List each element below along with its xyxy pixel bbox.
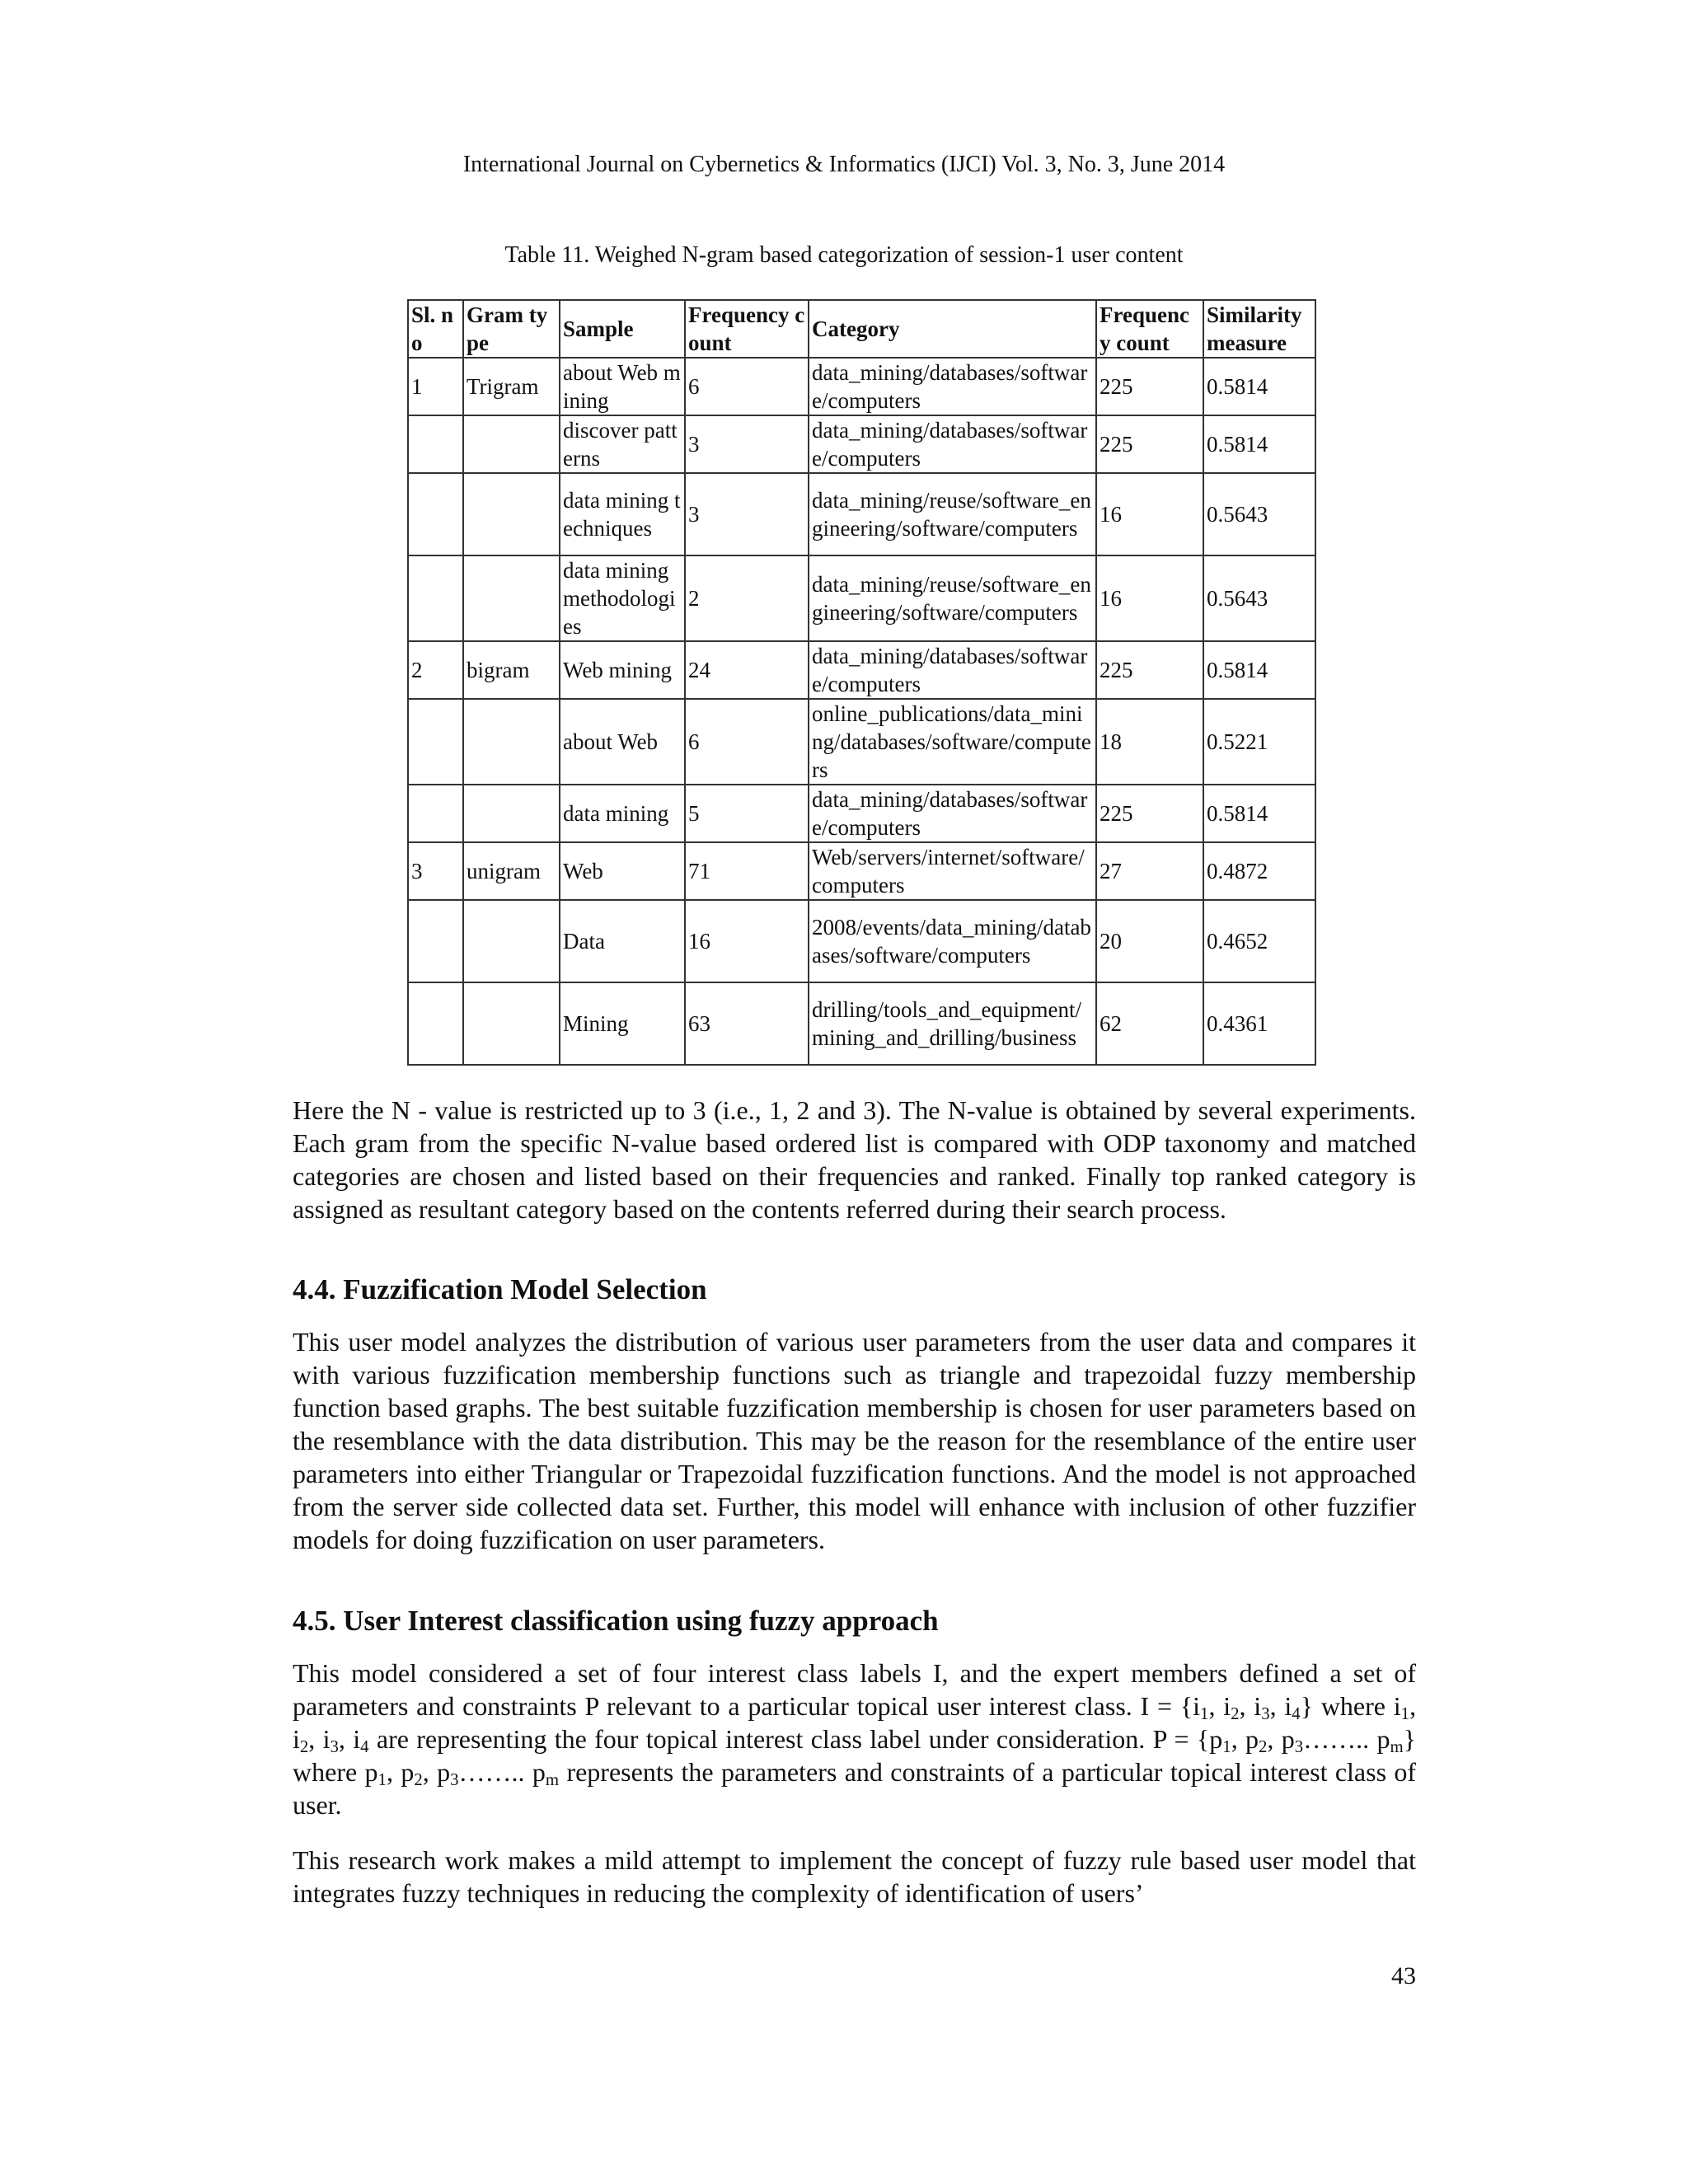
column-header: Category xyxy=(809,300,1096,358)
table-cell: 0.5814 xyxy=(1203,641,1315,699)
table-cell xyxy=(463,982,560,1065)
table-cell xyxy=(408,415,463,473)
paragraph-ngram-explanation: Here the N - value is restricted up to 3 (i.e., 1, 2 and 3). The N-value is obtained by several experiments. Each gram from the specific N-value based ordered list is compared with ODP taxonomy and matched categories are chosen and listed based on their frequencies and ranked. Finally top ranked category is assigned as resultant category based on the contents referred during their search process. xyxy=(293,1095,1416,1224)
table-cell: 2 xyxy=(685,555,809,641)
table-cell: data_mining/reuse/software_engineering/software/computers xyxy=(809,555,1096,641)
table-cell: data_mining/reuse/software_engineering/software/computers xyxy=(809,473,1096,555)
table-cell xyxy=(408,699,463,785)
table-cell: about Web xyxy=(560,699,685,785)
table-cell xyxy=(463,699,560,785)
paragraph-fuzzification-model: This user model analyzes the distribution of various user parameters from the user data and compares it with various fuzzification membership functions such as triangle and trapezoidal fuzzy membership function based graphs. The best suitable fuzzification membership is chosen for user parameters based on the resemblance with the data distribution. This may be the reason for the resemblance of the entire user parameters into either Triangular or Trapezoidal fuzzification functions. And the model is not approached from the server side collected data set. Further, this model will enhance with inclusion of other fuzzifier models for doing fuzzification on user parameters. xyxy=(293,1327,1416,1554)
ngram-categorization-table xyxy=(407,299,1316,1066)
table-caption: Table 11. Weighed N-gram based categorization of session-1 user content xyxy=(504,242,1184,268)
table-cell: 0.5814 xyxy=(1203,415,1315,473)
table-cell xyxy=(408,473,463,555)
column-header: Sl. no xyxy=(408,300,463,358)
table-cell: Mining xyxy=(560,982,685,1065)
table-cell: 225 xyxy=(1096,641,1203,699)
running-header: International Journal on Cybernetics & Informatics (IJCI) Vol. 3, No. 3, June 2014 xyxy=(462,152,1226,177)
table-row xyxy=(408,842,1315,900)
table-cell: 27 xyxy=(1096,842,1203,900)
table-cell: Trigram xyxy=(463,358,560,415)
table-row xyxy=(408,415,1315,473)
column-header: Similarity measure xyxy=(1203,300,1315,358)
table-cell: Web mining xyxy=(560,641,685,699)
table-cell: 6 xyxy=(685,358,809,415)
table-cell: 63 xyxy=(685,982,809,1065)
table-cell: 71 xyxy=(685,842,809,900)
table-cell: 0.5221 xyxy=(1203,699,1315,785)
table-row xyxy=(408,900,1315,982)
table-cell: 0.5814 xyxy=(1203,785,1315,842)
table-cell: unigram xyxy=(463,842,560,900)
table-cell: 2 xyxy=(408,641,463,699)
table-cell xyxy=(408,785,463,842)
table-cell: 225 xyxy=(1096,785,1203,842)
table-cell: 16 xyxy=(1096,555,1203,641)
table-cell: bigram xyxy=(463,641,560,699)
table-cell xyxy=(463,555,560,641)
table-cell: 0.4361 xyxy=(1203,982,1315,1065)
table-cell: 6 xyxy=(685,699,809,785)
column-header: Sample xyxy=(560,300,685,358)
table-cell xyxy=(408,555,463,641)
section-heading-4-4: 4.4. Fuzzification Model Selection xyxy=(293,1273,707,1305)
table-cell: 3 xyxy=(685,415,809,473)
table-cell: 5 xyxy=(685,785,809,842)
table-cell: 18 xyxy=(1096,699,1203,785)
table-header-row xyxy=(408,300,1315,358)
column-header: Frequency count xyxy=(1096,300,1203,358)
table-cell: 1 xyxy=(408,358,463,415)
table-cell: Data xyxy=(560,900,685,982)
table-cell: 62 xyxy=(1096,982,1203,1065)
paragraph-fuzzy-rule-model: This research work makes a mild attempt to implement the concept of fuzzy rule based user model that integrates fuzzy techniques in reducing the complexity of identification of users’ xyxy=(293,1845,1416,1908)
column-header: Frequency count xyxy=(685,300,809,358)
column-header: Gram type xyxy=(463,300,560,358)
table-row xyxy=(408,785,1315,842)
table-row xyxy=(408,358,1315,415)
table-row xyxy=(408,555,1315,641)
table-cell xyxy=(463,785,560,842)
table-cell xyxy=(408,982,463,1065)
table-row xyxy=(408,473,1315,555)
table-cell: Web/servers/internet/software/computers xyxy=(809,842,1096,900)
table-cell: discover patterns xyxy=(560,415,685,473)
table-cell: data_mining/databases/software/computers xyxy=(809,415,1096,473)
table-cell: 0.5643 xyxy=(1203,473,1315,555)
table-row xyxy=(408,982,1315,1065)
section-heading-4-5: 4.5. User Interest classification using fuzzy approach xyxy=(293,1605,939,1637)
page-number: 43 xyxy=(1391,1962,1416,1990)
table-cell: data mining techniques xyxy=(560,473,685,555)
table-cell: 0.4652 xyxy=(1203,900,1315,982)
table-cell: data mining xyxy=(560,785,685,842)
table-cell: 225 xyxy=(1096,358,1203,415)
table-cell: 225 xyxy=(1096,415,1203,473)
table-cell xyxy=(463,900,560,982)
table-cell: data mining methodologies xyxy=(560,555,685,641)
table-cell: 3 xyxy=(685,473,809,555)
table-row xyxy=(408,699,1315,785)
table-cell: 16 xyxy=(685,900,809,982)
table-cell: about Web mining xyxy=(560,358,685,415)
table-cell: data_mining/databases/software/computers xyxy=(809,358,1096,415)
table-cell: 24 xyxy=(685,641,809,699)
table-cell: 0.5643 xyxy=(1203,555,1315,641)
paragraph-interest-classes: This model considered a set of four interest class labels I, and the expert members defined a set of parameters and constraints P relevant to a particular topical user interest class. $I = \{i_1$, $i_2$, $i_3$, $i_4$} where $i_1$, $i_2$, $i_3$, $i_4$ are representing the four topical interest class label under consideration. $P = \{p_1$, $p_2$, $p_3\dots\dots$.. $p_m$} where $p_1$, $p_2$, $p_3\dots\dots$.. $p_m$ represents the parameters and constraints of a particular topical interest class of user. xyxy=(293,1658,1417,1820)
table-cell: 20 xyxy=(1096,900,1203,982)
table-cell: drilling/tools_and_equipment/mining_and_drilling/business xyxy=(809,982,1096,1065)
table-cell xyxy=(463,473,560,555)
table-cell: data_mining/databases/software/computers xyxy=(809,641,1096,699)
table-cell: 16 xyxy=(1096,473,1203,555)
table-cell: 3 xyxy=(408,842,463,900)
table-cell: 0.5814 xyxy=(1203,358,1315,415)
table-cell: 2008/events/data_mining/databases/software/computers xyxy=(809,900,1096,982)
table-cell: online_publications/data_mining/databases/software/computers xyxy=(809,699,1096,785)
table-cell: data_mining/databases/software/computers xyxy=(809,785,1096,842)
table-cell: 0.4872 xyxy=(1203,842,1315,900)
table-row xyxy=(408,641,1315,699)
table-cell: Web xyxy=(560,842,685,900)
table-cell xyxy=(408,900,463,982)
table-cell xyxy=(463,415,560,473)
